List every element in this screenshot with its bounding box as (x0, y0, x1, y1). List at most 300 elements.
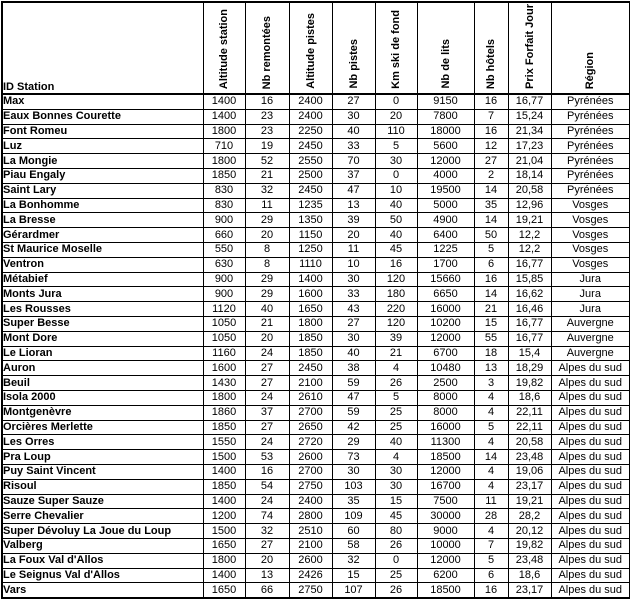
value-cell: 30 (332, 464, 375, 479)
value-cell: 1550 (203, 435, 245, 450)
value-cell: 2400 (289, 494, 332, 509)
value-cell: 2720 (289, 435, 332, 450)
value-cell: 1650 (203, 538, 245, 553)
value-cell: 19,82 (508, 538, 551, 553)
value-cell: 21 (245, 168, 289, 183)
value-cell: 35 (474, 198, 508, 213)
value-cell: 60 (332, 524, 375, 539)
station-name-cell: Super Besse (2, 316, 203, 331)
table-row (2, 479, 630, 494)
value-cell: 16,62 (508, 287, 551, 302)
value-cell: 4 (375, 450, 417, 465)
value-cell: 19,21 (508, 213, 551, 228)
value-cell: 900 (203, 287, 245, 302)
value-cell: 27 (245, 420, 289, 435)
station-name-cell: Les Rousses (2, 302, 203, 317)
value-cell: 12000 (417, 553, 474, 568)
region-cell: Alpes du sud (551, 538, 630, 553)
region-cell: Auvergne (551, 346, 630, 361)
column-header-label: Nb hôtels (485, 38, 497, 89)
value-cell: 3 (474, 376, 508, 391)
value-cell: 12,2 (508, 228, 551, 243)
table-row (2, 435, 630, 450)
value-cell: 1800 (203, 154, 245, 169)
value-cell: 28 (474, 509, 508, 524)
value-cell: 12,96 (508, 198, 551, 213)
station-name-cell: St Maurice Moselle (2, 242, 203, 257)
value-cell: 550 (203, 242, 245, 257)
value-cell: 6200 (417, 568, 474, 583)
value-cell: 7500 (417, 494, 474, 509)
station-name-cell: Auron (2, 361, 203, 376)
column-header-label: Km ski de fond (390, 10, 402, 89)
region-cell: Alpes du sud (551, 553, 630, 568)
station-name-cell: Mont Dore (2, 331, 203, 346)
table-row (2, 213, 630, 228)
region-cell: Auvergne (551, 316, 630, 331)
value-cell: 39 (375, 331, 417, 346)
value-cell: 29 (332, 435, 375, 450)
region-cell: Pyrénées (551, 94, 630, 109)
value-cell: 30000 (417, 509, 474, 524)
value-cell: 900 (203, 272, 245, 287)
value-cell: 1850 (203, 168, 245, 183)
value-cell: 2426 (289, 568, 332, 583)
value-cell: 15,4 (508, 346, 551, 361)
table-row (2, 583, 630, 598)
value-cell: 1650 (203, 583, 245, 598)
table-row (2, 405, 630, 420)
value-cell: 5600 (417, 139, 474, 154)
value-cell: 1400 (203, 109, 245, 124)
value-cell: 80 (375, 524, 417, 539)
value-cell: 43 (332, 302, 375, 317)
value-cell: 26 (375, 538, 417, 553)
region-cell: Jura (551, 302, 630, 317)
value-cell: 2250 (289, 124, 332, 139)
value-cell: 28,2 (508, 509, 551, 524)
value-cell: 1500 (203, 524, 245, 539)
value-cell: 20 (245, 331, 289, 346)
value-cell: 38 (332, 361, 375, 376)
value-cell: 70 (332, 154, 375, 169)
station-name-cell: Piau Engaly (2, 168, 203, 183)
table-row (2, 94, 630, 109)
value-cell: 14 (474, 287, 508, 302)
value-cell: 18 (474, 346, 508, 361)
value-cell: 25 (375, 568, 417, 583)
value-cell: 21 (375, 346, 417, 361)
value-cell: 1160 (203, 346, 245, 361)
value-cell: 1600 (289, 287, 332, 302)
value-cell: 16000 (417, 420, 474, 435)
value-cell: 19,06 (508, 464, 551, 479)
value-cell: 20 (375, 109, 417, 124)
table-body (2, 94, 630, 598)
value-cell: 30 (375, 464, 417, 479)
station-name-cell: Vars (2, 583, 203, 598)
table-row (2, 242, 630, 257)
value-cell: 40 (332, 346, 375, 361)
value-cell: 59 (332, 376, 375, 391)
value-cell: 24 (245, 494, 289, 509)
value-cell: 18,6 (508, 390, 551, 405)
station-name-cell: Luz (2, 139, 203, 154)
value-cell: 47 (332, 390, 375, 405)
value-cell: 6400 (417, 228, 474, 243)
region-cell: Alpes du sud (551, 524, 630, 539)
value-cell: 1225 (417, 242, 474, 257)
value-cell: 52 (245, 154, 289, 169)
region-cell: Alpes du sud (551, 361, 630, 376)
table-row (2, 568, 630, 583)
table-row (2, 257, 630, 272)
table-row (2, 183, 630, 198)
value-cell: 15 (375, 494, 417, 509)
value-cell: 4900 (417, 213, 474, 228)
value-cell: 2650 (289, 420, 332, 435)
region-cell: Alpes du sud (551, 420, 630, 435)
region-cell: Alpes du sud (551, 405, 630, 420)
value-cell: 830 (203, 198, 245, 213)
value-cell: 4 (474, 524, 508, 539)
value-cell: 830 (203, 183, 245, 198)
station-name-cell: Isola 2000 (2, 390, 203, 405)
ski-stations-table (1, 1, 630, 599)
value-cell: 30 (375, 154, 417, 169)
region-cell: Alpes du sud (551, 509, 630, 524)
value-cell: 16 (474, 583, 508, 598)
value-cell: 120 (375, 316, 417, 331)
region-cell: Vosges (551, 257, 630, 272)
value-cell: 1860 (203, 405, 245, 420)
value-cell: 2400 (289, 94, 332, 109)
value-cell: 14 (474, 450, 508, 465)
column-header-label: Nb de lits (439, 39, 452, 89)
value-cell: 24 (245, 346, 289, 361)
value-cell: 16 (474, 94, 508, 109)
station-name-cell: Max (2, 94, 203, 109)
column-header-label: Nb remontées (261, 15, 273, 89)
value-cell: 7 (474, 538, 508, 553)
value-cell: 4 (474, 464, 508, 479)
value-cell: 9150 (417, 94, 474, 109)
value-cell: 0 (375, 553, 417, 568)
value-cell: 45 (375, 242, 417, 257)
value-cell: 1200 (203, 509, 245, 524)
column-header-nb-de-lits (417, 2, 474, 94)
station-name-cell: Ventron (2, 257, 203, 272)
value-cell: 14 (474, 213, 508, 228)
value-cell: 8 (245, 242, 289, 257)
value-cell: 180 (375, 287, 417, 302)
region-cell: Alpes du sud (551, 450, 630, 465)
value-cell: 30 (332, 331, 375, 346)
value-cell: 19,82 (508, 376, 551, 391)
value-cell: 16 (375, 257, 417, 272)
value-cell: 10 (332, 257, 375, 272)
value-cell: 45 (375, 509, 417, 524)
value-cell: 20,58 (508, 435, 551, 450)
value-cell: 40 (375, 228, 417, 243)
region-cell: Jura (551, 272, 630, 287)
value-cell: 10200 (417, 316, 474, 331)
value-cell: 18500 (417, 583, 474, 598)
table-row (2, 287, 630, 302)
value-cell: 8000 (417, 390, 474, 405)
column-header-prix-forfait-jour (508, 2, 551, 94)
value-cell: 27 (332, 94, 375, 109)
value-cell: 2600 (289, 553, 332, 568)
value-cell: 1400 (203, 494, 245, 509)
value-cell: 25 (375, 405, 417, 420)
table-row (2, 331, 630, 346)
value-cell: 1430 (203, 376, 245, 391)
value-cell: 11 (332, 242, 375, 257)
value-cell: 18,6 (508, 568, 551, 583)
value-cell: 35 (332, 494, 375, 509)
table-row (2, 109, 630, 124)
value-cell: 16,46 (508, 302, 551, 317)
station-name-cell: Super Dévoluy La Joue du Loup (2, 524, 203, 539)
value-cell: 40 (375, 198, 417, 213)
value-cell: 0 (375, 94, 417, 109)
station-name-cell: Valberg (2, 538, 203, 553)
region-cell: Auvergne (551, 331, 630, 346)
region-cell: Alpes du sud (551, 494, 630, 509)
value-cell: 16,77 (508, 257, 551, 272)
column-header-label: Altitude pistes (304, 13, 317, 89)
region-cell: Vosges (551, 228, 630, 243)
value-cell: 23 (245, 124, 289, 139)
station-name-cell: Montgenèvre (2, 405, 203, 420)
value-cell: 40 (375, 435, 417, 450)
value-cell: 1400 (289, 272, 332, 287)
value-cell: 16000 (417, 302, 474, 317)
column-header-label: Altitude station (218, 8, 230, 89)
table-row (2, 139, 630, 154)
value-cell: 16 (245, 464, 289, 479)
region-cell: Pyrénées (551, 154, 630, 169)
table-row (2, 450, 630, 465)
table-row (2, 376, 630, 391)
table-row (2, 464, 630, 479)
value-cell: 2450 (289, 139, 332, 154)
value-cell: 73 (332, 450, 375, 465)
table-row (2, 302, 630, 317)
value-cell: 26 (375, 583, 417, 598)
value-cell: 2600 (289, 450, 332, 465)
value-cell: 33 (332, 287, 375, 302)
value-cell: 2750 (289, 583, 332, 598)
value-cell: 10 (375, 183, 417, 198)
value-cell: 54 (245, 479, 289, 494)
value-cell: 1800 (203, 553, 245, 568)
table-row (2, 198, 630, 213)
value-cell: 40 (245, 302, 289, 317)
station-name-cell: Eaux Bonnes Courette (2, 109, 203, 124)
value-cell: 19,21 (508, 494, 551, 509)
value-cell: 0 (375, 168, 417, 183)
region-cell: Alpes du sud (551, 583, 630, 598)
value-cell: 5 (375, 390, 417, 405)
value-cell: 1400 (203, 568, 245, 583)
station-name-cell: Gérardmer (2, 228, 203, 243)
value-cell: 15,85 (508, 272, 551, 287)
value-cell: 23,17 (508, 479, 551, 494)
value-cell: 12000 (417, 154, 474, 169)
station-name-cell: Beuil (2, 376, 203, 391)
value-cell: 1800 (203, 124, 245, 139)
value-cell: 16,77 (508, 316, 551, 331)
station-name-cell: La Bresse (2, 213, 203, 228)
value-cell: 1650 (289, 302, 332, 317)
value-cell: 1800 (203, 390, 245, 405)
value-cell: 5 (474, 242, 508, 257)
value-cell: 58 (332, 538, 375, 553)
value-cell: 4 (375, 361, 417, 376)
value-cell: 1250 (289, 242, 332, 257)
column-header-label: Région (584, 51, 597, 89)
value-cell: 660 (203, 228, 245, 243)
value-cell: 1050 (203, 316, 245, 331)
value-cell: 1800 (289, 316, 332, 331)
value-cell: 1350 (289, 213, 332, 228)
value-cell: 12,2 (508, 242, 551, 257)
value-cell: 10480 (417, 361, 474, 376)
table-row (2, 272, 630, 287)
value-cell: 4000 (417, 168, 474, 183)
region-cell: Jura (551, 287, 630, 302)
value-cell: 16700 (417, 479, 474, 494)
value-cell: 1850 (289, 346, 332, 361)
value-cell: 1150 (289, 228, 332, 243)
column-header-label: Nb pistes (347, 39, 360, 89)
region-cell: Alpes du sud (551, 390, 630, 405)
value-cell: 21,34 (508, 124, 551, 139)
value-cell: 630 (203, 257, 245, 272)
value-cell: 5000 (417, 198, 474, 213)
column-header-nb-hotels (474, 2, 508, 94)
station-name-cell: Orcières Merlette (2, 420, 203, 435)
value-cell: 27 (474, 154, 508, 169)
table-row (2, 154, 630, 169)
value-cell: 4 (474, 479, 508, 494)
region-cell: Pyrénées (551, 183, 630, 198)
value-cell: 18,14 (508, 168, 551, 183)
station-name-cell: Puy Saint Vincent (2, 464, 203, 479)
column-header-region (551, 2, 630, 94)
value-cell: 12000 (417, 331, 474, 346)
value-cell: 22,11 (508, 405, 551, 420)
value-cell: 23 (245, 109, 289, 124)
table-row (2, 494, 630, 509)
region-cell: Alpes du sud (551, 464, 630, 479)
column-header-nb-remontees (245, 2, 289, 94)
value-cell: 2800 (289, 509, 332, 524)
value-cell: 2450 (289, 183, 332, 198)
station-name-cell: Serre Chevalier (2, 509, 203, 524)
value-cell: 11 (474, 494, 508, 509)
value-cell: 7 (474, 109, 508, 124)
value-cell: 50 (474, 228, 508, 243)
value-cell: 12000 (417, 464, 474, 479)
value-cell: 109 (332, 509, 375, 524)
column-header-nb-pistes (332, 2, 375, 94)
value-cell: 1050 (203, 331, 245, 346)
value-cell: 59 (332, 405, 375, 420)
region-cell: Vosges (551, 213, 630, 228)
value-cell: 2450 (289, 361, 332, 376)
value-cell: 5 (375, 139, 417, 154)
value-cell: 24 (245, 390, 289, 405)
station-name-cell: La Foux Val d'Allos (2, 553, 203, 568)
value-cell: 66 (245, 583, 289, 598)
value-cell: 15660 (417, 272, 474, 287)
value-cell: 13 (474, 361, 508, 376)
value-cell: 10000 (417, 538, 474, 553)
column-header-altitude-station (203, 2, 245, 94)
value-cell: 39 (332, 213, 375, 228)
value-cell: 11 (245, 198, 289, 213)
value-cell: 13 (332, 198, 375, 213)
value-cell: 20,58 (508, 183, 551, 198)
value-cell: 8 (245, 257, 289, 272)
column-header-km-ski-de-fond (375, 2, 417, 94)
value-cell: 27 (245, 376, 289, 391)
value-cell: 16 (474, 272, 508, 287)
station-name-cell: Métabief (2, 272, 203, 287)
value-cell: 27 (245, 361, 289, 376)
region-cell: Alpes du sud (551, 568, 630, 583)
value-cell: 21 (245, 316, 289, 331)
region-cell: Pyrénées (551, 139, 630, 154)
value-cell: 37 (332, 168, 375, 183)
station-name-cell: Sauze Super Sauze (2, 494, 203, 509)
table-row (2, 509, 630, 524)
region-cell: Pyrénées (551, 109, 630, 124)
station-name-cell: Monts Jura (2, 287, 203, 302)
value-cell: 29 (245, 213, 289, 228)
value-cell: 1700 (417, 257, 474, 272)
table-row (2, 361, 630, 376)
region-cell: Alpes du sud (551, 479, 630, 494)
station-name-cell: Le Seignus Val d'Allos (2, 568, 203, 583)
value-cell: 19 (245, 139, 289, 154)
value-cell: 20 (332, 228, 375, 243)
value-cell: 23,48 (508, 450, 551, 465)
value-cell: 1400 (203, 464, 245, 479)
value-cell: 15 (474, 316, 508, 331)
value-cell: 2500 (289, 168, 332, 183)
value-cell: 13 (245, 568, 289, 583)
value-cell: 2550 (289, 154, 332, 169)
value-cell: 33 (332, 139, 375, 154)
station-name-cell: La Bonhomme (2, 198, 203, 213)
table-row (2, 524, 630, 539)
table-row (2, 553, 630, 568)
value-cell: 1400 (203, 94, 245, 109)
station-name-cell: Pra Loup (2, 450, 203, 465)
value-cell: 25 (375, 420, 417, 435)
value-cell: 2500 (417, 376, 474, 391)
value-cell: 12 (474, 139, 508, 154)
value-cell: 30 (375, 479, 417, 494)
value-cell: 27 (245, 538, 289, 553)
value-cell: 21,04 (508, 154, 551, 169)
value-cell: 11300 (417, 435, 474, 450)
value-cell: 2700 (289, 464, 332, 479)
